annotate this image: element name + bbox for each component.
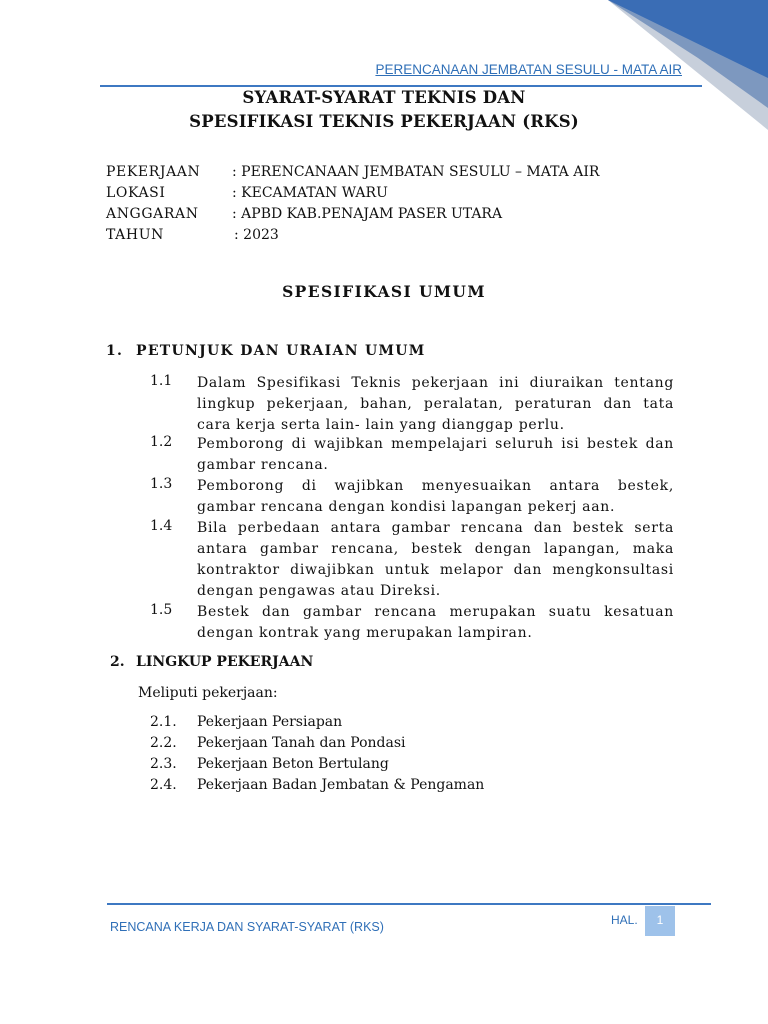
footer-text: RENCANA KERJA DAN SYARAT-SYARAT (RKS) [110,920,384,934]
item-text: Dalam Spesifikasi Teknis pekerjaan ini diuraikan tentang lingkup pekerjaan, bahan, peralatan, peraturan dan tata cara kerja serta lain- lain yang dianggap perlu. [197,375,674,433]
item-number: 2.1. [150,714,177,730]
section-2-title: LINGKUP PEKERJAAN [136,654,314,670]
header-divider [100,85,702,87]
section-title: SPESIFIKASI UMUM [282,282,486,301]
document-title-line-1: SYARAT-SYARAT TEKNIS DAN [242,88,526,107]
item-text: Pemborong di wajibkan menyesuaikan antara bestek, gambar rencana dengan kondisi lapangan pekerj aan. [197,478,674,515]
item-text: Bestek dan gambar rencana merupakan suatu kesatuan dengan kontrak yang merupakan lampiran. [197,604,674,641]
item-number: 1.5 [150,602,173,618]
item-text: Pekerjaan Beton Bertulang [197,756,389,772]
info-value: : KECAMATAN WARU [232,185,388,201]
item-text: Pekerjaan Tanah dan Pondasi [197,735,406,751]
info-value: : APBD KAB.PENAJAM PASER UTARA [232,206,503,222]
section-2-intro: Meliputi pekerjaan: [138,685,278,701]
item-number: 2.2. [150,735,177,751]
info-key: TAHUN [106,227,164,243]
item-number: 1.1 [150,373,173,389]
info-key: ANGGARAN [106,206,199,222]
item-text: Pekerjaan Persiapan [197,714,343,730]
running-title: PERENCANAAN JEMBATAN SESULU - MATA AIR [375,62,682,77]
info-key: LOKASI [106,185,166,201]
item-text: Pekerjaan Badan Jembatan & Pengaman [197,777,485,793]
section-2-number: 2. [110,654,125,670]
document-title-line-2: SPESIFIKASI TEKNIS PEKERJAAN (RKS) [189,112,579,131]
item-number: 1.4 [150,518,173,534]
item-number: 1.3 [150,476,173,492]
item-text: Pemborong di wajibkan mempelajari seluruh isi bestek dan gambar rencana. [197,436,674,473]
footer-divider [107,903,711,905]
section-1-number: 1. [106,343,124,359]
item-number: 2.3. [150,756,177,772]
info-value: : 2023 [234,227,279,243]
info-key: PEKERJAAN [106,164,201,180]
item-number: 2.4. [150,777,177,793]
page-number: 1 [645,906,675,936]
section-1-title: PETUNJUK DAN URAIAN UMUM [136,343,426,359]
info-value: : PERENCANAAN JEMBATAN SESULU – MATA AIR [232,164,600,180]
item-text: Bila perbedaan antara gambar rencana dan bestek serta antara gambar rencana, bestek dengan lapangan, maka kontraktor diwajibkan untuk melapor dan mengkonsultasi dengan pengawas atau Direksi. [197,520,674,599]
page-label: HAL. [611,913,638,927]
item-number: 1.2 [150,434,173,450]
